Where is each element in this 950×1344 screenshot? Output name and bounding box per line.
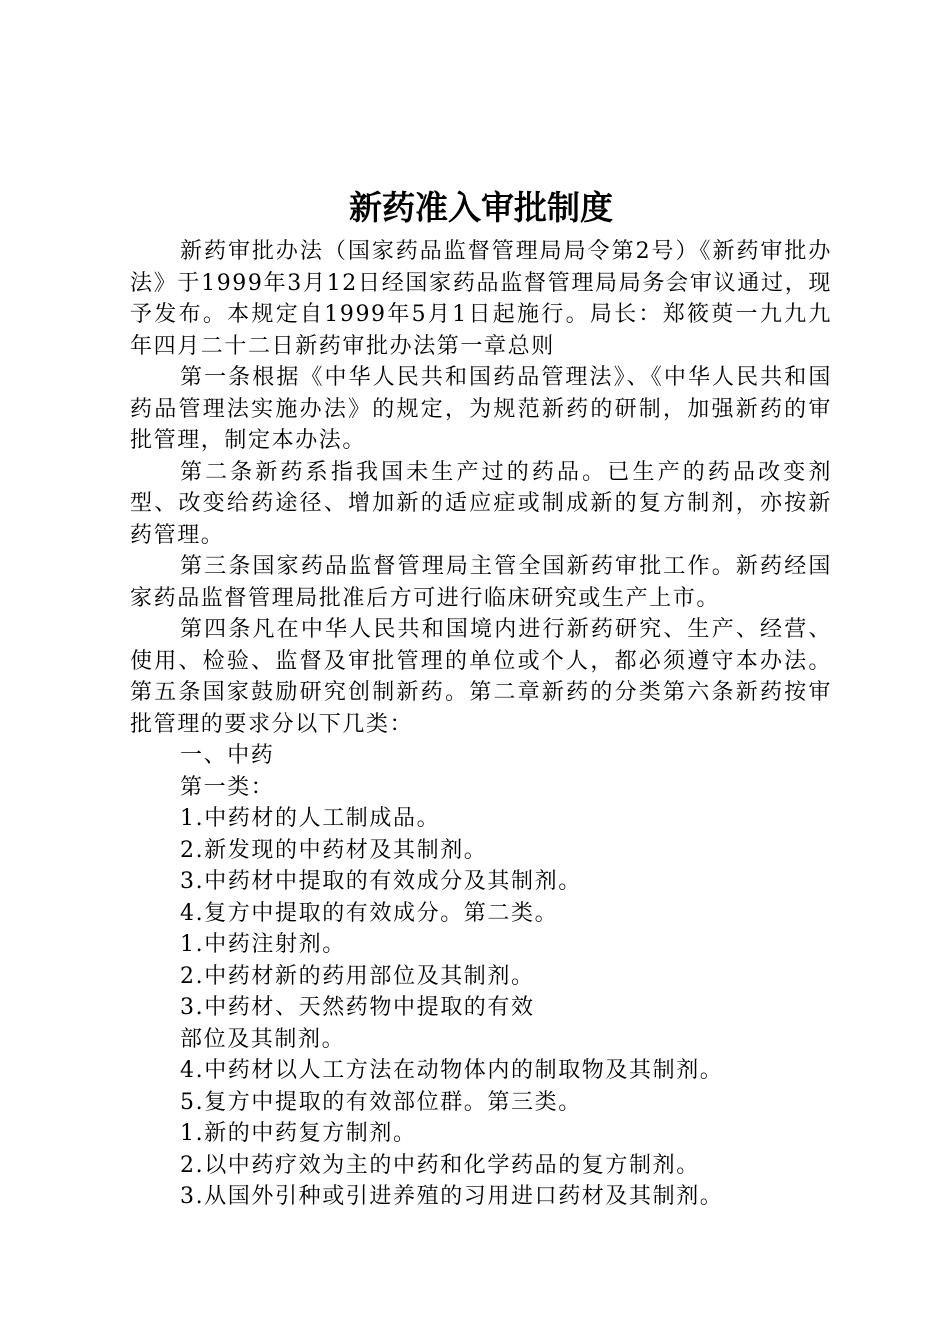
list-item: 一、中药 (180, 743, 275, 768)
list-item: 2.以中药疗效为主的中药和化学药品的复方制剂。 (180, 1152, 700, 1178)
list-item: 2.新发现的中药材及其制剂。 (180, 837, 488, 863)
list-item: 5.复方中提取的有效部位群。第三类。 (180, 1089, 582, 1115)
list-item: 1.中药材的人工制成品。 (180, 806, 441, 831)
list-item: 1.中药注射剂。 (180, 932, 346, 957)
paragraph-intro: 新药审批办法（国家药品监督管理局局令第2号）《新药审批办法》于1999年3月12日经国家药品监督管理局局务会审议通过，现予发布。本规定自1999年5月1日起施行。局长：郑筱萸一九九九年四月二十二日新药审批办法第一章总则 (130, 239, 832, 359)
list-item: 4.复方中提取的有效成分。第二类。 (180, 900, 559, 926)
list-item: 4.中药材以人工方法在动物体内的制取物及其制剂。 (180, 1058, 724, 1083)
list-item: 3.从国外引种或引进养殖的习用进口药材及其制剂。 (180, 1184, 724, 1209)
list-item: 第一类： (180, 774, 275, 800)
paragraph-article-4: 第四条凡在中华人民共和国境内进行新药研究、生产、经营、使用、检验、监督及审批管理的单位或个人，都必须遵守本办法。第五条国家鼓励研究创制新药。第二章新药的分类第六条新药按审批管理的要求分以下几类： (130, 617, 832, 737)
list-item: 2.中药材新的药用部位及其制剂。 (180, 963, 535, 989)
paragraph-article-3: 第三条国家药品监督管理局主管全国新药审批工作。新药经国家药品监督管理局批准后方可进行临床研究或生产上市。 (130, 554, 832, 611)
paragraph-article-2: 第二条新药系指我国未生产过的药品。已生产的药品改变剂型、改变给药途径、增加新的适应症或制成新的复方制剂，亦按新药管理。 (130, 459, 832, 548)
document-body (130, 182, 832, 1213)
paragraph-article-1: 第一条根据《中华人民共和国药品管理法》、《中华人民共和国药品管理法实施办法》的规定，为规范新药的研制，加强新药的审批管理，制定本办法。 (130, 365, 832, 453)
list-item: 部位及其制剂。 (180, 1026, 346, 1052)
document-title: 新药准入审批制度 (349, 188, 613, 227)
list-item: 3.中药材中提取的有效成分及其制剂。 (180, 869, 582, 894)
list-item: 1.新的中药复方制剂。 (180, 1121, 417, 1146)
list-item: 3.中药材、天然药物中提取的有效 (180, 995, 535, 1020)
